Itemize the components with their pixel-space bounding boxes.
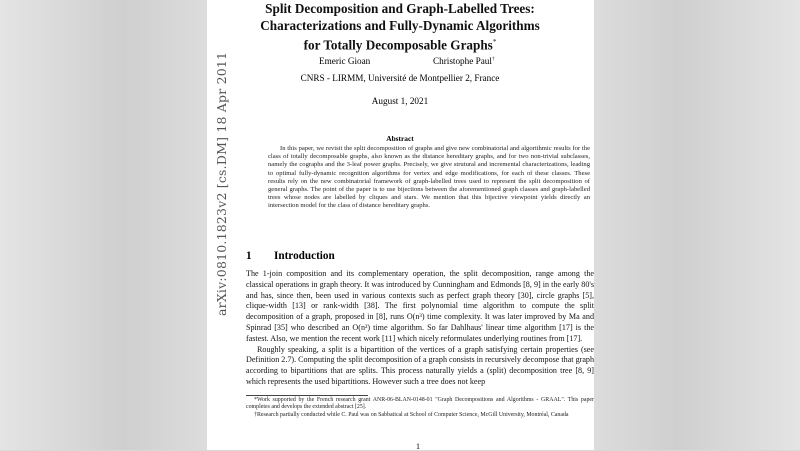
section-heading [246,250,586,262]
footnote-1: *Work supported by the French research grant ANR-06-BLAN-0148-01 "Graph Decompositions and Algorithms - GRAAL". This paper completes and develops the extended abstract [25]. [246,397,594,411]
page-number: 1 [416,442,420,451]
footnote-rule [246,395,368,396]
paragraph-2: Roughly speaking, a split is a bipartition of the vertices of a graph satisfying certain properties (see Definition 2.7). Computing the split decomposition of a graph consists in recursively decompose that graph according to bipartitions that are splits. This process naturally yields a (split) decomposition tree [8, 9] which represents the used bipartitions. However such a tree does not keep [246,344,594,386]
title-line-2: Characterizations and Fully-Dynamic Algorithms [260,18,540,33]
abstract-text: In this paper, we revisit the split decomposition of graphs and give new combinatorial and algorithmic results for the class of totally decomposable graphs, also known as the distance hereditary graphs, and for two non-trivial subclasses, namely the cographs and the 3-leaf power graphs. Precisely, we give strutural and incremental characterizations, leading to optimal fully-dynamic recognition algorithms for vertex and edge modifications, for each of these classes. These results rely on the new combinatorial framework of graph-labelled trees used to represent the split decomposition of general graphs. The point of the paper is to use bijections between the aforementioned graph classes and graph-labelled trees whose nodes are labelled by cliques and stars. We mention that this bijective viewpoint yields directly an intersection model for the class of distance hereditary graphs. [268,145,590,210]
viewer-background-right [594,0,800,450]
abstract-body [268,145,590,211]
introduction-body [246,269,594,388]
author-paul [433,56,494,66]
title-line-3-text: for Totally Decomposable Graphs [303,37,493,53]
footnotes [246,397,594,419]
affiliation: CNRS - LIRMM, Université de Montpellier 2, France [300,73,500,83]
section-title: Introduction [274,250,335,262]
arxiv-stamp: arXiv:0810.1823v2 [cs.DM] 18 Apr 2011 [214,51,229,316]
author-paul-name: Christophe Paul [433,56,492,66]
paragraph-1: The 1-join composition and its complementary operation, the split decomposition, range among the classical operations in graph theory. It was introduced by Cunningham and Edmonds [8, 9] in the early 80's and has, since then, been used in various contexts such as perfect graph theory [30], circle graphs [5], clique-width [13] or rank-width [38]. The first polynomial time algorithm to compute the split decomposition of a graph, proposed in [8], runs O(n³) time complexity. It was later improved by Ma and Spinrad [35] who described an O(n²) time algorithm. So far Dahlhaus' linear time algorithm [17] is the fastest. Also, we mention the recent work [11] which nicely reformulates underlying routines from [17]. [246,269,594,343]
footnote-2: †Research partially conducted while C. Paul was on Sabbatical at School of Computer Science, McGill University, Montréal, Canada [254,411,569,418]
date: August 1, 2021 [371,96,429,106]
abstract-heading: Abstract [386,134,414,143]
paper-title [250,0,550,53]
title-line-3 [250,34,550,53]
title-line-1: Split Decomposition and Graph-Labelled Trees: [265,1,535,16]
section-number: 1 [246,250,252,262]
title-footnote-mark: * [492,38,497,46]
author-gioan: Emeric Gioan [319,56,371,66]
author-footnote-mark: † [491,56,495,62]
viewer-background-left [0,0,207,450]
